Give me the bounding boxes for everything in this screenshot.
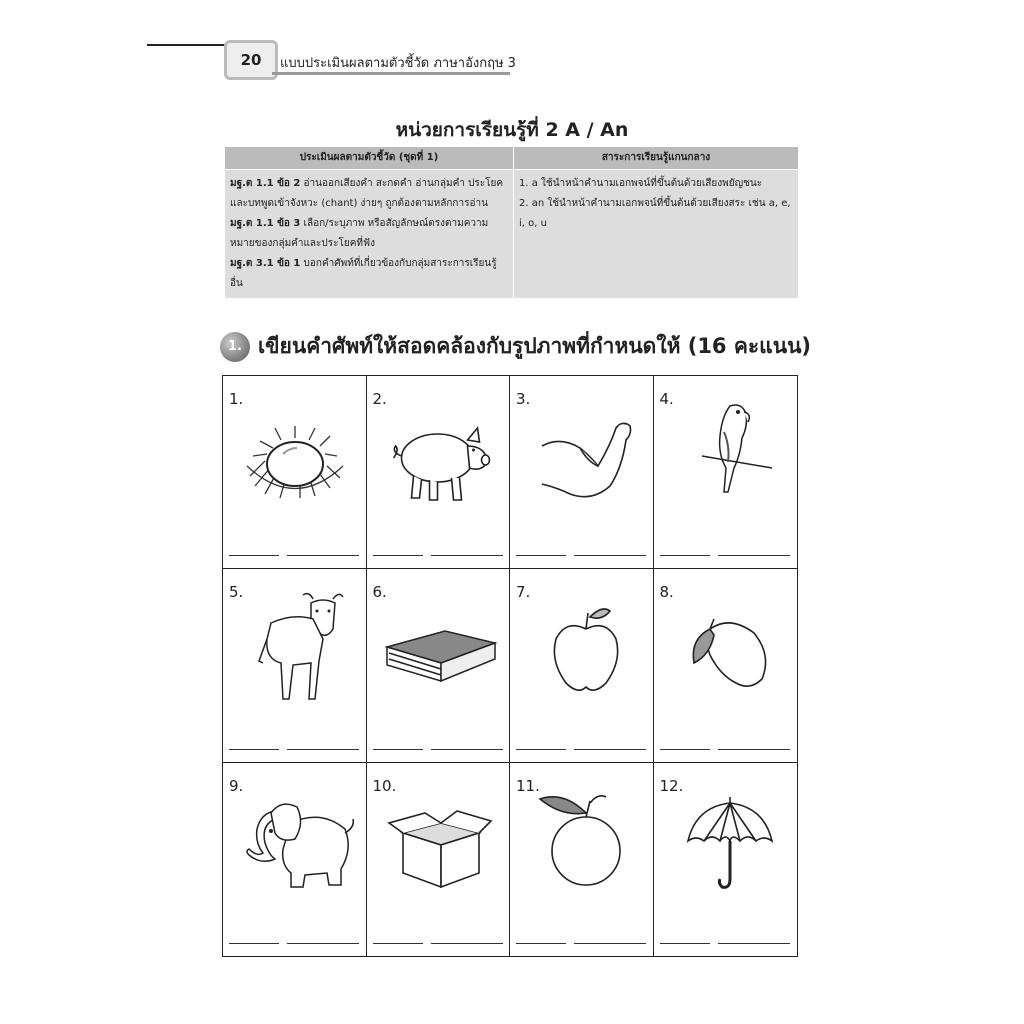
page-number-text: 20 <box>240 51 262 69</box>
item-number: 5. <box>229 583 244 602</box>
unit-title: หน่วยการเรียนรู้ที่ 2 A / An <box>395 119 629 141</box>
arm-icon <box>540 406 640 506</box>
indicator-header: ประเมินผลตามตัวชี้วัด (ชุดที่ 1) <box>225 147 514 170</box>
answer-line <box>574 943 646 944</box>
answer-line <box>660 749 710 750</box>
indicator-item: มฐ.ต 1.1 ข้อ 2 อ่านออกเสียงคำ สะกดคำ อ่านกลุ่มคำ ประโยค และบทพูดเข้าจังหวะ (chant) ง่ายๆ ถูกต้องตามหลักการอ่าน <box>230 178 504 209</box>
item-number: 10. <box>372 776 397 795</box>
answer-line <box>287 749 359 750</box>
book-icon <box>381 599 501 699</box>
item-number: 4. <box>659 390 674 408</box>
mango-icon <box>680 599 780 699</box>
vocab-cell <box>510 376 654 569</box>
vocab-cell <box>654 763 798 956</box>
egg-icon <box>245 406 345 506</box>
pig-icon <box>377 406 502 506</box>
content-item: 1. a ใช้นำหน้าคำนามเอกพจน์ที่ขึ้นต้นด้วยเสียงพยัญชนะ <box>519 178 763 189</box>
elephant-icon <box>241 793 361 893</box>
answer-line <box>516 555 566 556</box>
answer-line <box>431 555 503 556</box>
book-title: แบบประเมินผลตามตัวชี้วัด ภาษาอังกฤษ 3 <box>280 56 516 71</box>
content-item: 2. an ใช้นำหน้าคำนามเอกพจน์ที่ขึ้นต้นด้วยเสียงสระ เช่น a, e, i, o, u <box>519 198 791 229</box>
item-number: 6. <box>372 583 387 602</box>
ox-icon <box>253 589 353 709</box>
answer-line <box>373 555 423 556</box>
page-number <box>224 40 278 80</box>
answer-line <box>229 749 279 750</box>
answer-line <box>574 749 646 750</box>
vocab-cell <box>654 376 798 569</box>
vocabulary-grid <box>222 375 798 957</box>
vocab-cell <box>367 376 511 569</box>
item-number: 1. <box>229 390 244 408</box>
answer-line <box>718 749 790 750</box>
answer-line <box>660 555 710 556</box>
vocab-cell <box>223 763 367 956</box>
answer-line <box>287 555 359 556</box>
answer-line <box>516 943 566 944</box>
answer-line <box>431 749 503 750</box>
vocab-cell <box>654 569 798 762</box>
answer-line <box>229 555 279 556</box>
indicator-cell <box>225 170 514 299</box>
item-number: 9. <box>229 776 244 795</box>
content-cell <box>514 170 799 299</box>
indicator-item: มฐ.ต 3.1 ข้อ 1 บอกคำศัพท์ที่เกี่ยวข้องกับกลุ่มสาระการเรียนรู้อื่น <box>230 258 497 289</box>
item-number: 11. <box>516 776 540 795</box>
umbrella-icon <box>680 793 780 893</box>
answer-line <box>431 943 503 944</box>
header-rule <box>147 44 225 46</box>
answer-line <box>229 943 279 944</box>
answer-line <box>718 943 790 944</box>
vocab-cell <box>367 569 511 762</box>
section-number-badge: 1. <box>220 332 250 362</box>
indicator-item: มฐ.ต 1.1 ข้อ 3 เลือก/ระบุภาพ หรือสัญลักษณ์ตรงตามความหมายของกลุ่มคำและประโยคที่ฟัง <box>230 218 489 249</box>
answer-line <box>574 555 646 556</box>
section-heading <box>220 330 811 363</box>
item-number: 3. <box>516 390 531 408</box>
vocab-cell <box>223 376 367 569</box>
answer-line <box>287 943 359 944</box>
vocab-cell <box>367 763 511 956</box>
section-instruction: เขียนคำศัพท์ให้สอดคล้องกับรูปภาพที่กำหนดให้ (16 คะแนน) <box>258 334 812 358</box>
item-number: 7. <box>516 583 531 602</box>
answer-line <box>660 943 710 944</box>
vocab-cell <box>510 569 654 762</box>
answer-line <box>373 943 423 944</box>
answer-line <box>718 555 790 556</box>
item-number: 8. <box>659 583 674 602</box>
orange-icon <box>534 785 634 893</box>
item-number: 12. <box>659 776 684 795</box>
content-header: สาระการเรียนรู้แกนกลาง <box>514 147 799 170</box>
answer-line <box>516 749 566 750</box>
box-icon <box>385 793 495 893</box>
apple-icon <box>536 599 636 699</box>
answer-line <box>373 749 423 750</box>
vocab-cell <box>223 569 367 762</box>
item-number: 2. <box>372 390 387 408</box>
vocab-cell <box>510 763 654 956</box>
parrot-icon <box>682 396 782 496</box>
indicator-table <box>224 146 799 299</box>
